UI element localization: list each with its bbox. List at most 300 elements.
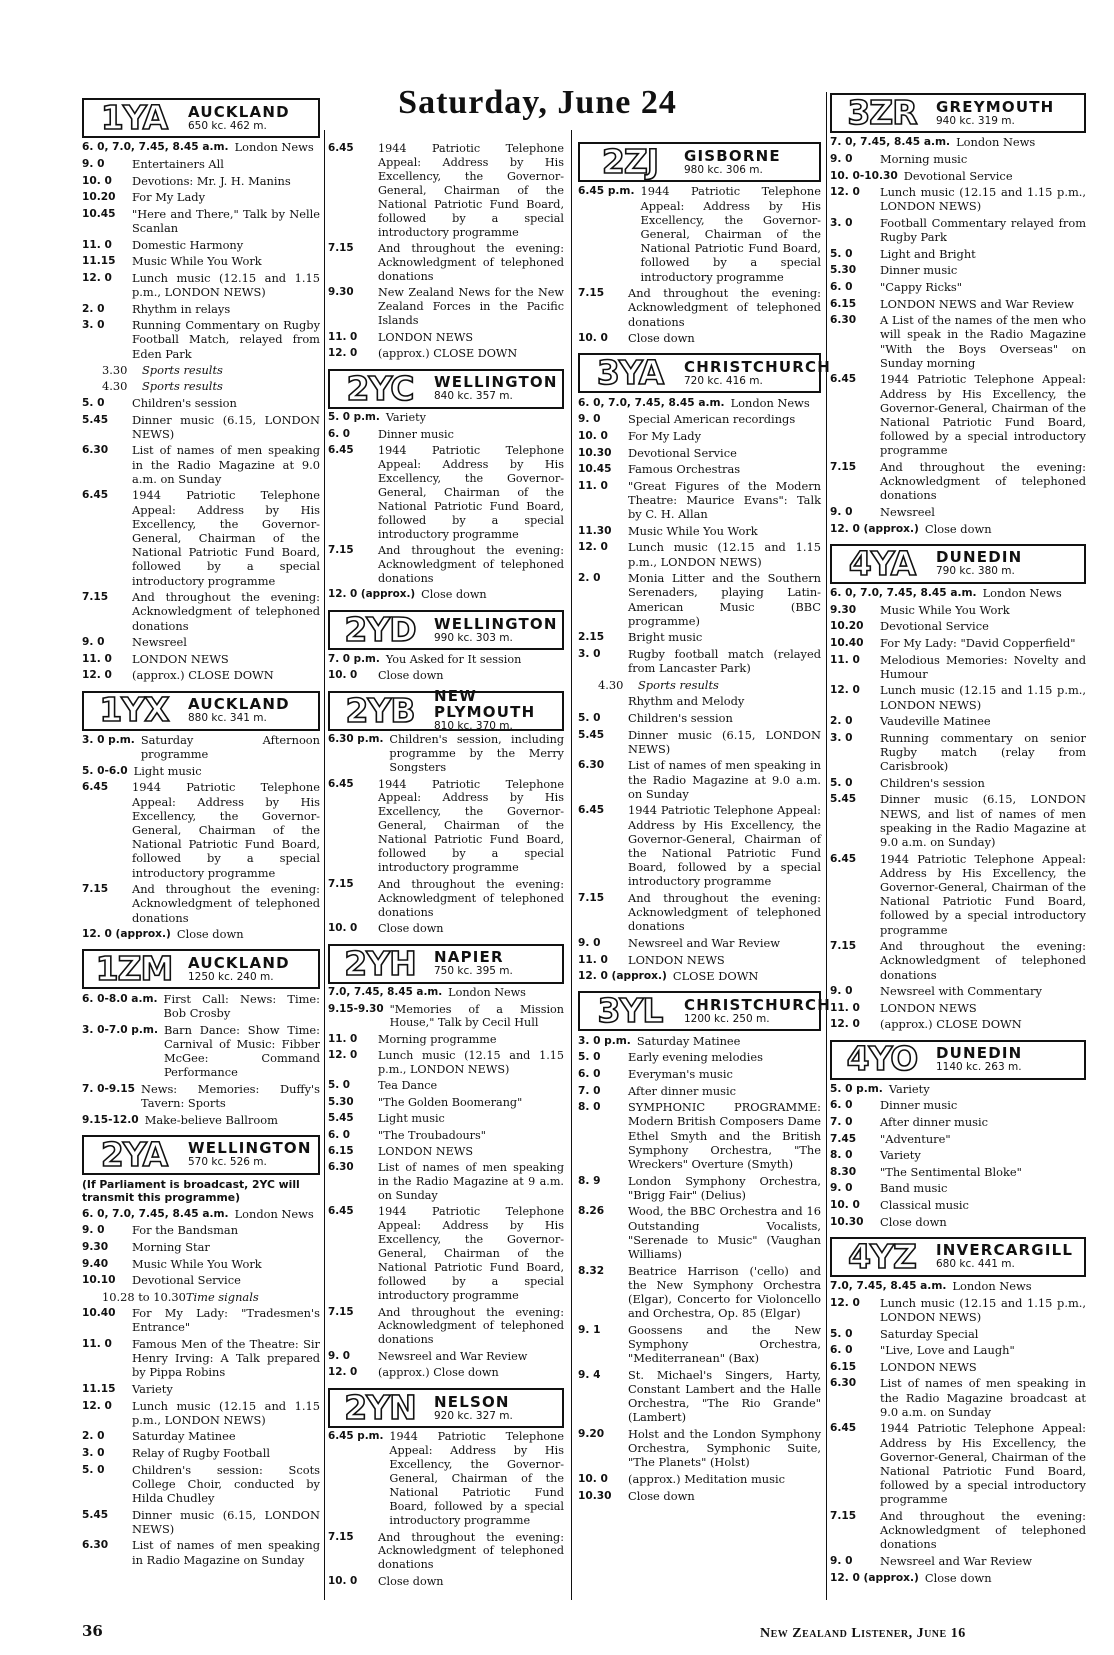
- schedule-text: Lunch music (12.15 and 1.15 p.m., LONDON NEWS): [880, 1295, 1086, 1325]
- schedule-text: London News: [952, 1279, 1032, 1294]
- schedule-time: 5.30: [328, 1095, 354, 1108]
- schedule-text: Morning Star: [132, 1239, 210, 1254]
- station-callsign: 3ZR: [847, 92, 917, 132]
- schedule-time: 12. 0 (approx.): [830, 1571, 919, 1584]
- schedule-text: And throughout the evening: Acknowledgment of telephoned donations: [880, 939, 1086, 982]
- schedule-text: Domestic Harmony: [132, 237, 244, 252]
- schedule-entry: [328, 1079, 564, 1093]
- schedule-entry: [328, 1366, 564, 1380]
- schedule-time: 2. 0: [82, 1430, 105, 1443]
- station-section: [328, 944, 564, 1380]
- schedule-text: List of names of men speaking in the Radio Magazine at 9.0 a.m. on Sunday: [132, 443, 320, 486]
- schedule-time: 9.40: [82, 1257, 109, 1270]
- schedule-entry: [328, 778, 564, 876]
- station-info: [184, 693, 318, 729]
- schedule-entry: [830, 372, 1086, 457]
- schedule-time: 3.30: [102, 363, 128, 378]
- schedule-text: Newsreel with Commentary: [880, 984, 1042, 999]
- schedule-entry: [830, 263, 1086, 277]
- schedule-time: 6.45 p.m.: [578, 185, 635, 198]
- schedule-text: Rugby football match (relayed from Lancaster Park): [628, 646, 821, 676]
- schedule-entry: [578, 462, 821, 476]
- schedule-time: [578, 694, 628, 708]
- schedule-time: 3. 0: [82, 1447, 105, 1460]
- schedule-time: 6. 0, 7.0, 7.45, 8.45 a.m.: [82, 1207, 229, 1220]
- schedule-text: Light music: [133, 763, 202, 778]
- schedule-time: 12. 0 (approx.): [328, 588, 416, 601]
- station-city: WELLINGTON: [434, 614, 558, 633]
- station-section: [578, 353, 831, 984]
- station-info: [430, 1390, 562, 1426]
- schedule-text: 1944 Patriotic Telephone Appeal: Address by His Excellency, the Governor-General, Chairman of the National Patriotic Fund Board, followed by a special introductory programme: [378, 142, 564, 239]
- schedule-entry: [82, 271, 320, 299]
- schedule-entry: [82, 318, 320, 361]
- schedule-entry: [328, 444, 564, 542]
- schedule-time: 12. 0: [830, 186, 860, 199]
- schedule-entry: [328, 347, 564, 361]
- schedule-text: LONDON NEWS: [628, 952, 725, 967]
- schedule-entry: [830, 714, 1086, 728]
- station-info: [932, 1042, 1084, 1078]
- schedule-text: And throughout the evening: Acknowledgment of telephoned donations: [628, 890, 821, 934]
- schedule-text: Children's session: [880, 775, 985, 790]
- station-logo: [830, 1237, 1086, 1277]
- station-logo: [830, 544, 1086, 584]
- schedule-text: Light music: [378, 1112, 445, 1126]
- schedule-time: 9. 0: [82, 636, 105, 649]
- schedule-entry: [578, 479, 821, 522]
- station-logo: [578, 353, 831, 393]
- schedule-text: Close down: [378, 668, 444, 682]
- schedule-time: 5.45: [328, 1112, 354, 1125]
- schedule-time: 10. 0: [328, 668, 358, 681]
- schedule-entry: [578, 891, 821, 934]
- schedule-entry: [328, 1112, 564, 1126]
- schedule-text: 1944 Patriotic Telephone Appeal: Address by His Excellency, the Governor-General, Chairman of the National Patriotic Fund Board, followed by a special introductory programme: [132, 780, 320, 880]
- schedule-time: 3. 0: [830, 731, 853, 744]
- schedule-entry: [830, 460, 1086, 503]
- schedule-text: Relay of Rugby Football: [132, 1446, 270, 1461]
- schedule-text: London News: [956, 135, 1036, 150]
- schedule-time: 6.30: [578, 759, 605, 772]
- schedule-time: 10.20: [82, 191, 116, 204]
- station-logo: [82, 691, 320, 731]
- schedule-time: 3. 0-7.0 p.m.: [82, 1023, 158, 1036]
- station-city: DUNEDIN: [936, 1044, 1023, 1062]
- station-city: CHRISTCHURCH: [684, 995, 831, 1014]
- station-section: [328, 610, 564, 683]
- schedule-subentry: [598, 678, 821, 692]
- schedule-text: Close down: [378, 921, 444, 935]
- schedule-entry: [578, 728, 821, 756]
- schedule-entry: [578, 1323, 821, 1366]
- schedule-entry: [830, 683, 1086, 711]
- schedule-entry: [830, 619, 1086, 633]
- schedule-entry: [578, 803, 821, 888]
- schedule-time: 3. 0 p.m.: [82, 733, 135, 746]
- station-city: AUCKLAND: [188, 953, 290, 972]
- schedule-text: Dinner music (6.15, LONDON NEWS): [132, 1507, 320, 1536]
- station-city: CHRISTCHURCH: [684, 357, 831, 376]
- schedule-time: 7. 0, 7.45, 8.45 a.m.: [830, 136, 951, 149]
- schedule-text: And throughout the evening: Acknowledgment of telephoned donations: [880, 1509, 1086, 1552]
- schedule-time: 6.45: [328, 142, 354, 154]
- station-section: [82, 1135, 320, 1567]
- schedule-subentry: [102, 363, 320, 377]
- schedule-text: Newsreel and War Review: [628, 935, 780, 950]
- schedule-entry: [830, 1115, 1086, 1129]
- schedule-entry: [82, 207, 320, 235]
- schedule-text: Band music: [880, 1181, 948, 1196]
- schedule-entry: [578, 540, 821, 568]
- station-logo: [82, 949, 320, 989]
- schedule-time: 7.45: [830, 1132, 857, 1145]
- schedule-entry: [82, 174, 320, 188]
- schedule-text: Newsreel: [880, 504, 935, 519]
- schedule-time: 5. 0: [830, 776, 853, 789]
- schedule-entry: [578, 630, 821, 644]
- schedule-text: Newsreel and War Review: [880, 1554, 1032, 1569]
- schedule-entry: [830, 1017, 1086, 1031]
- schedule-entry: [830, 152, 1086, 166]
- station-frequency: 650 kc. 462 m.: [188, 119, 267, 132]
- schedule-text: Dinner music: [880, 1098, 958, 1113]
- schedule-text: London News: [982, 586, 1062, 601]
- schedule-time: 12. 0: [578, 541, 608, 554]
- schedule-entry: [830, 731, 1086, 774]
- schedule-entry: [328, 878, 564, 920]
- station-info: [680, 355, 831, 391]
- station-logo: [82, 98, 320, 138]
- schedule-text: "Great Figures of the Modern Theatre: Maurice Evans": Talk by C. H. Allan: [628, 478, 821, 522]
- schedule-time: 5. 0: [82, 396, 105, 409]
- schedule-entry: [578, 571, 821, 628]
- schedule-entry: [82, 1399, 320, 1427]
- schedule-time: 9. 0: [830, 152, 853, 165]
- schedule-entry: [328, 1049, 564, 1077]
- schedule-time: 9.15-9.30: [328, 1002, 384, 1015]
- schedule-entry: [830, 505, 1086, 519]
- column-2: [328, 138, 564, 1597]
- schedule-entry: [578, 524, 821, 538]
- publication-line: New Zealand Listener, June 16: [760, 1626, 966, 1641]
- schedule-time: 9.30: [830, 603, 857, 616]
- station-section: [830, 93, 1086, 536]
- schedule-time: 10. 0: [578, 1472, 608, 1485]
- schedule-entry: [578, 1264, 821, 1321]
- station-frequency: 880 kc. 341 m.: [188, 712, 267, 725]
- station-info: [680, 993, 831, 1029]
- schedule-text: And throughout the evening: Acknowledgment of telephoned donations: [378, 242, 564, 283]
- schedule-time: 9. 0: [82, 157, 105, 170]
- schedule-text: Variety: [880, 1148, 921, 1163]
- station-info: [932, 1239, 1084, 1275]
- schedule-entry: [830, 984, 1086, 998]
- station-city: NEW PLYMOUTH: [434, 687, 536, 722]
- schedule-entry: [830, 1327, 1086, 1341]
- schedule-time: 9.20: [578, 1427, 605, 1440]
- schedule-entry: [830, 216, 1086, 244]
- schedule-text: Beatrice Harrison ('cello) and the New Symphony Orchestra (Elgar), Concerto for Violoncello and Orchestra, Op. 85 (Elgar): [628, 1263, 821, 1321]
- station-info: [430, 946, 562, 982]
- schedule-entry: [578, 286, 821, 329]
- station-frequency: 990 kc. 303 m.: [434, 631, 513, 644]
- schedule-entry: [328, 1306, 564, 1348]
- schedule-entry: [82, 1446, 320, 1460]
- schedule-entry: [830, 1215, 1086, 1229]
- schedule-text: "Here and There," Talk by Nelle Scanlan: [132, 206, 320, 235]
- schedule-entry: [328, 1350, 564, 1364]
- schedule-entry: [830, 939, 1086, 982]
- station-logo: [328, 369, 564, 409]
- schedule-text: Close down: [176, 927, 244, 942]
- schedule-text: Sports results: [142, 363, 223, 378]
- schedule-text: 1944 Patriotic Telephone Appeal: Address by His Excellency, the Governor-General, Chairman of the National Patriotic Fund Board, followed by a special introductory programme: [880, 851, 1086, 937]
- station-section: [328, 687, 564, 936]
- schedule-time: 6. 0, 7.0, 7.45, 8.45 a.m.: [830, 587, 977, 600]
- schedule-entry: [830, 1132, 1086, 1146]
- schedule-entry: [578, 1084, 821, 1098]
- schedule-time: 7.15: [82, 883, 109, 896]
- schedule-text: Children's session: Scots College Choir, conducted by Hilda Chudley: [132, 1462, 320, 1506]
- schedule-entry: [82, 1337, 320, 1380]
- schedule-text: Newsreel: [132, 635, 187, 650]
- station-section: [830, 1237, 1086, 1585]
- station-logo: [328, 944, 564, 984]
- schedule-time: 6.45 p.m.: [328, 1430, 384, 1443]
- schedule-entry: [578, 1204, 821, 1261]
- schedule-entry: [82, 190, 320, 204]
- schedule-text: "The Sentimental Bloke": [880, 1164, 1022, 1179]
- schedule-entry: [830, 185, 1086, 213]
- schedule-entry: [82, 780, 320, 879]
- schedule-entry: [830, 135, 1086, 149]
- schedule-time: 6.45: [82, 781, 109, 794]
- schedule-text: Running commentary on senior Rugby match (relay from Carisbrook): [880, 730, 1086, 774]
- schedule-text: Entertainers All: [132, 156, 224, 171]
- station-callsign: 2YD: [344, 610, 416, 650]
- station-frequency: 790 kc. 380 m.: [936, 565, 1015, 578]
- schedule-text: Special American recordings: [628, 412, 796, 427]
- schedule-text: Newsreel and War Review: [378, 1349, 528, 1363]
- station-frequency: 1140 kc. 263 m.: [936, 1061, 1022, 1073]
- station-info: [184, 1137, 318, 1173]
- schedule-entry: [82, 1382, 320, 1396]
- schedule-time: 7.15: [82, 591, 109, 604]
- schedule-text: Goossens and the New Symphony Orchestra, "Mediterranean" (Bax): [628, 1322, 821, 1366]
- schedule-text: 1944 Patriotic Telephone Appeal: Address by His Excellency, the Governor-General, Chairman of the National Patriotic Fund Board, followed by a special introductory programme: [132, 488, 320, 588]
- schedule-time: 7.15: [328, 544, 354, 556]
- schedule-text: For the Bandsman: [132, 1223, 239, 1238]
- station-info: [184, 951, 318, 987]
- schedule-text: Lunch music (12.15 and 1.15 p.m., LONDON NEWS): [378, 1049, 564, 1077]
- schedule-entry: [328, 411, 564, 425]
- schedule-time: 3. 0: [578, 647, 601, 660]
- station-frequency: 680 kc. 441 m.: [936, 1258, 1015, 1271]
- schedule-text: Everyman's music: [628, 1066, 733, 1081]
- schedule-time: 11. 0: [830, 1001, 860, 1014]
- station-city: NELSON: [434, 1392, 510, 1411]
- schedule-text: Close down: [880, 1214, 947, 1229]
- schedule-entry: [830, 1198, 1086, 1212]
- schedule-text: Close down: [628, 1488, 695, 1503]
- station-info: [932, 546, 1084, 582]
- schedule-text: Famous Orchestras: [628, 462, 741, 477]
- schedule-time: 3. 0: [82, 319, 105, 332]
- schedule-text: Close down: [378, 1574, 444, 1588]
- schedule-entry: [328, 922, 564, 936]
- schedule-text: 1944 Patriotic Telephone Appeal: Address by His Excellency, the Governor-General, Chairman of the National Patriotic Fund Board, followed by a special introductory programme: [640, 184, 821, 284]
- schedule-entry: [328, 1575, 564, 1589]
- schedule-entry: [82, 992, 320, 1020]
- schedule-text: Lunch music (12.15 and 1.15 p.m., LONDON NEWS): [880, 185, 1086, 214]
- schedule-text: And throughout the evening: Acknowledgment of telephoned donations: [378, 1530, 564, 1572]
- station-callsign: 2YC: [346, 368, 414, 408]
- schedule-entry: [830, 313, 1086, 370]
- schedule-text: Rhythm and Melody: [628, 694, 745, 709]
- schedule-time: 6. 0, 7.0, 7.45, 8.45 a.m.: [82, 141, 229, 154]
- schedule-text: And throughout the evening: Acknowledgment of telephoned donations: [132, 590, 320, 633]
- schedule-text: (approx.) CLOSE DOWN: [132, 668, 274, 683]
- schedule-time: 5. 0: [82, 1463, 105, 1476]
- schedule-time: 5. 0: [578, 1051, 601, 1064]
- schedule-time: 7.15: [830, 1510, 857, 1523]
- schedule-time: 9.30: [328, 286, 354, 299]
- schedule-text: Devotional Service: [628, 445, 737, 460]
- schedule-time: 6.30: [82, 1539, 109, 1552]
- schedule-entry: [328, 286, 564, 328]
- schedule-entry: [578, 711, 821, 725]
- schedule-text: Vaudeville Matinee: [880, 714, 991, 729]
- schedule-time: 11. 0: [578, 953, 608, 966]
- station-logo: [328, 1388, 564, 1428]
- schedule-time: 5. 0 p.m.: [328, 411, 380, 424]
- schedule-text: Children's session, including programme by the Merry Songsters: [389, 733, 564, 775]
- station-info: [430, 612, 562, 648]
- schedule-entry: [578, 969, 821, 983]
- schedule-entry: [328, 669, 564, 683]
- schedule-entry: [830, 1279, 1086, 1293]
- schedule-time: 10.30: [830, 1215, 864, 1228]
- schedule-text: London News: [234, 140, 314, 155]
- schedule-entry: [82, 1257, 320, 1271]
- schedule-text: LONDON NEWS: [378, 330, 473, 344]
- schedule-time: 12. 0: [82, 271, 112, 284]
- station-section: [830, 544, 1086, 1032]
- schedule-entry: [830, 1181, 1086, 1195]
- schedule-entry: [82, 488, 320, 587]
- station-city: GISBORNE: [684, 146, 781, 165]
- schedule-time: 12. 0 (approx.): [82, 928, 171, 941]
- column-rule: [324, 130, 325, 1600]
- schedule-entry: [328, 1531, 564, 1573]
- station-section: [578, 142, 821, 345]
- station-info: [932, 95, 1084, 131]
- schedule-entry: [82, 882, 320, 925]
- schedule-time: 11. 0: [578, 479, 608, 492]
- schedule-time: 8.32: [578, 1264, 605, 1277]
- schedule-time: 6.30: [82, 444, 109, 457]
- schedule-entry: [82, 254, 320, 268]
- schedule-text: 1944 Patriotic Telephone Appeal: Address by His Excellency, the Governor-General, Chairman of the National Patriotic Fund Board, followed by a special introductory programme: [880, 372, 1086, 458]
- schedule-time: 5. 0-6.0: [82, 764, 128, 777]
- schedule-time: 10.45: [578, 463, 612, 476]
- station-logo: [578, 142, 821, 182]
- schedule-time: 9.30: [82, 1240, 109, 1253]
- station-city: WELLINGTON: [434, 373, 558, 392]
- schedule-entry: [830, 776, 1086, 790]
- schedule-text: And throughout the evening: Acknowledgment of telephoned donations: [378, 1305, 564, 1347]
- station-section: [82, 949, 320, 1126]
- schedule-time: 12. 0 (approx.): [830, 522, 919, 535]
- schedule-time: 7. 0-9.15: [82, 1082, 135, 1095]
- schedule-text: "The Golden Boomerang": [378, 1095, 523, 1109]
- schedule-time: 6. 0: [328, 1128, 351, 1141]
- schedule-text: Music While You Work: [880, 602, 1010, 617]
- schedule-text: "Cappy Ricks": [880, 279, 962, 294]
- schedule-entry: [578, 1427, 821, 1470]
- schedule-text: Early evening melodies: [628, 1050, 763, 1065]
- schedule-time: 6. 0, 7.0, 7.45, 8.45 a.m.: [578, 396, 725, 409]
- schedule-time: 11. 0: [830, 653, 860, 666]
- schedule-entry: [830, 1421, 1086, 1506]
- station-callsign: 3YA: [596, 353, 664, 393]
- schedule-text: For My Lady: [132, 190, 206, 205]
- schedule-time: 12. 0 (approx.): [578, 970, 667, 983]
- schedule-text: Close down: [421, 588, 487, 602]
- schedule-entry: [578, 331, 821, 345]
- schedule-text: Football Commentary relayed from Rugby Park: [880, 215, 1086, 245]
- station-callsign: 1ZM: [95, 949, 173, 989]
- station-city: AUCKLAND: [188, 102, 290, 121]
- schedule-text: "The Troubadours": [378, 1128, 486, 1142]
- schedule-time: 10.40: [830, 636, 864, 649]
- schedule-time: 9. 0: [830, 1182, 853, 1195]
- schedule-text: 1944 Patriotic Telephone Appeal: Address by His Excellency, the Governor-General, Chairman of the National Patriotic Fund Board, followed by a special introductory programme: [378, 1205, 564, 1303]
- schedule-entry: [82, 238, 320, 252]
- schedule-time: 11.30: [578, 524, 612, 537]
- schedule-entry: [578, 1368, 821, 1425]
- schedule-time: 6. 0-8.0 a.m.: [82, 992, 158, 1005]
- schedule-text: Saturday Special: [880, 1326, 979, 1341]
- schedule-entry: [578, 694, 821, 708]
- schedule-entry: [578, 446, 821, 460]
- schedule-text: Lunch music (12.15 and 1.15 p.m., LONDON NEWS): [132, 270, 320, 299]
- schedule-text: (approx.) CLOSE DOWN: [378, 346, 518, 360]
- schedule-time: 12. 0: [328, 1049, 358, 1062]
- schedule-text: Music While You Work: [132, 254, 262, 269]
- schedule-time: 11.15: [82, 1383, 116, 1396]
- schedule-text: Children's session: [628, 710, 733, 725]
- schedule-entry: [82, 764, 320, 778]
- schedule-time: 5.45: [830, 793, 857, 806]
- schedule-time: 5. 0: [830, 1327, 853, 1340]
- schedule-entry: [830, 1554, 1086, 1568]
- schedule-entry: [82, 927, 320, 941]
- schedule-time: 8. 0: [830, 1149, 853, 1162]
- schedule-time: 9. 0: [830, 1555, 853, 1568]
- schedule-text: Saturday Matinee: [636, 1033, 741, 1048]
- schedule-text: 1944 Patriotic Telephone Appeal: Address by His Excellency, the Governor-General, Chairman of the National Patriotic Fund Board, followed by a special introductory programme: [880, 1421, 1086, 1507]
- station-frequency: 720 kc. 416 m.: [684, 374, 763, 387]
- schedule-text: SYMPHONIC PROGRAMME: Modern British Composers Dame Ethel Smyth and the British Symphony Orchestra, "The Wreckers" Overture (Smyth): [628, 1100, 821, 1171]
- schedule-entry: [328, 1033, 564, 1047]
- station-frequency: 570 kc. 526 m.: [188, 1156, 267, 1169]
- schedule-entry: [830, 1343, 1086, 1357]
- schedule-entry: [830, 1571, 1086, 1585]
- schedule-entry: [830, 792, 1086, 849]
- schedule-time: 8.26: [578, 1205, 605, 1218]
